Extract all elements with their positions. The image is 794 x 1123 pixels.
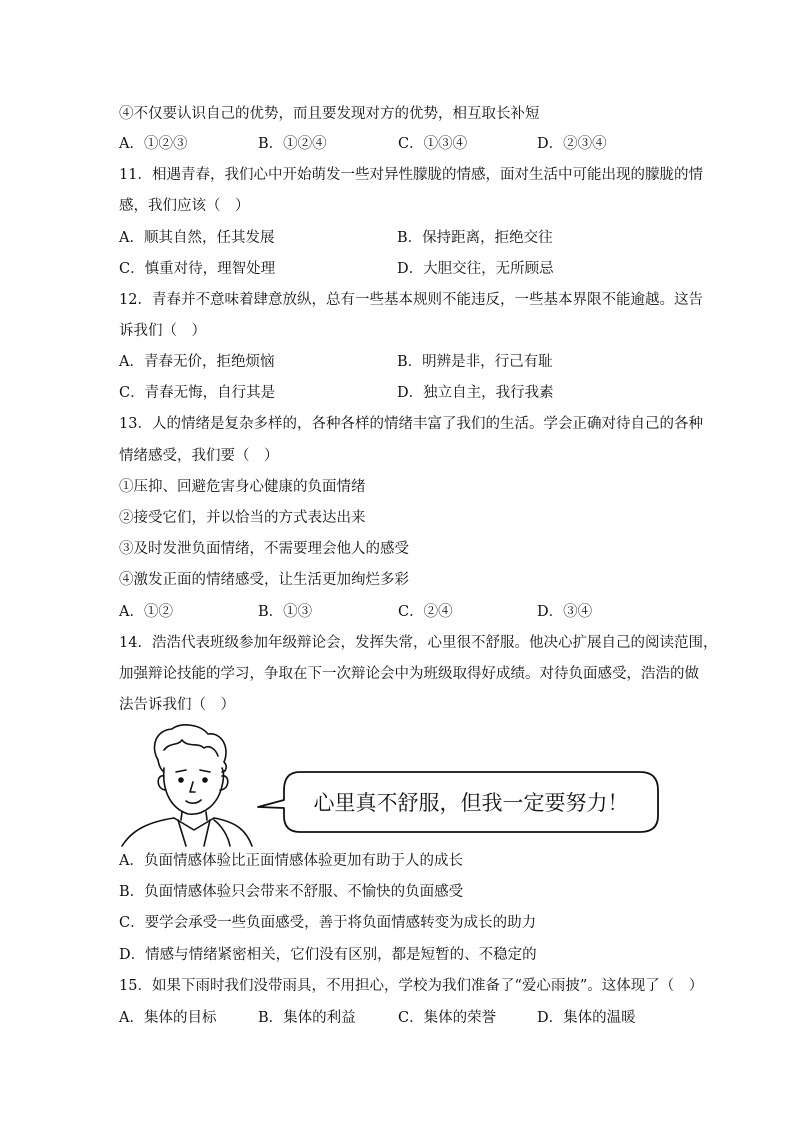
q15-option-b: B．集体的利益	[258, 1010, 356, 1026]
q12-option-b: B．明辨是非，行己有耻	[397, 354, 553, 370]
q10-options	[119, 134, 679, 154]
q11-stem-line1: 11．相遇青春，我们心中开始萌发一些对异性朦胧的情感，面对生活中可能出现的朦胧的情	[119, 167, 703, 183]
q13-item-3: ③及时发泄负面情绪，不需要理会他人的感受	[119, 541, 409, 557]
q10-option-b: B．①②④	[258, 136, 327, 152]
q15-option-d: D．集体的温暖	[537, 1010, 636, 1026]
q14-stem-line3: 法告诉我们（ ）	[119, 697, 235, 713]
q11-options-row1	[119, 228, 679, 248]
q11-stem-line2: 感，我们应该（ ）	[119, 198, 250, 214]
q13-item-4: ④激发正面的情绪感受，让生活更加绚烂多彩	[119, 572, 409, 588]
q15-option-c: C．集体的荣誉	[398, 1010, 497, 1026]
q11-option-a: A．顺其自然，任其发展	[119, 230, 275, 246]
q15-stem: 15．如果下雨时我们没带雨具，不用担心，学校为我们准备了“爱心雨披”。这体现了（ ）	[119, 978, 704, 994]
q12-option-c: C．青春无悔，自行其是	[119, 385, 276, 401]
q12-options-row1	[119, 352, 679, 372]
q12-stem-line1: 12．青春并不意味着肆意放纵，总有一些基本规则不能违反，一些基本界限不能逾越。这告	[119, 292, 703, 308]
q13-stem-line1: 13．人的情绪是复杂多样的，各种各样的情绪丰富了我们的生活。学会正确对待自己的各种	[119, 416, 703, 432]
q12-options-row2	[119, 383, 679, 403]
q13-item-1: ①压抑、回避危害身心健康的负面情绪	[119, 479, 366, 495]
q10-option-a: A．①②③	[119, 136, 188, 152]
q11-option-c: C．慎重对待，理智处理	[119, 261, 276, 277]
q13-stem-line2: 情绪感受，我们要（ ）	[119, 448, 279, 464]
q13-option-d: D．③④	[537, 604, 593, 620]
q13-option-b: B．①③	[258, 604, 313, 620]
q14-stem-line1: 14．浩浩代表班级参加年级辩论会，发挥失常，心里很不舒服。他决心扩展自己的阅读范围，	[119, 635, 718, 651]
q12-option-a: A．青春无价，拒绝烦恼	[119, 354, 275, 370]
q15-option-a: A．集体的目标	[119, 1010, 217, 1026]
q10-option-d: D．②③④	[537, 136, 607, 152]
q14-option-c: C．要学会承受一些负面感受，善于将负面情感转变为成长的助力	[119, 915, 537, 931]
q15-options	[119, 1008, 679, 1028]
q14-illustration	[118, 720, 663, 848]
q12-stem-line2: 诉我们（ ）	[119, 323, 206, 339]
q13-option-c: C．②④	[398, 604, 453, 620]
speech-bubble-text: 心里真不舒服，但我一定要努力！	[313, 791, 629, 815]
q13-item-2: ②接受它们，并以恰当的方式表达出来	[119, 510, 366, 526]
q11-options-row2	[119, 259, 679, 279]
q12-option-d: D．独立自主，我行我素	[397, 385, 554, 401]
q13-options	[119, 602, 679, 622]
q14-option-d: D．情感与情绪紧密相关，它们没有区别，都是短暂的、不稳定的	[119, 947, 537, 963]
q11-option-d: D．大胆交往，无所顾忌	[397, 261, 554, 277]
q10-item-4: ④不仅要认识自己的优势，而且要发现对方的优势，相互取长补短	[119, 106, 540, 122]
q14-stem-line2: 加强辩论技能的学习，争取在下一次辩论会中为班级取得好成绩。对待负面感受，浩浩的做	[119, 666, 699, 682]
boy-cartoon-figure	[118, 720, 663, 848]
q11-option-b: B．保持距离，拒绝交往	[397, 230, 553, 246]
q14-option-b: B．负面情感体验只会带来不舒服、不愉快的负面感受	[119, 884, 464, 900]
q10-option-c: C．①③④	[398, 136, 468, 152]
q13-option-a: A．①②	[119, 604, 173, 620]
q14-option-a: A．负面情感体验比正面情感体验更加有助于人的成长	[119, 853, 463, 869]
